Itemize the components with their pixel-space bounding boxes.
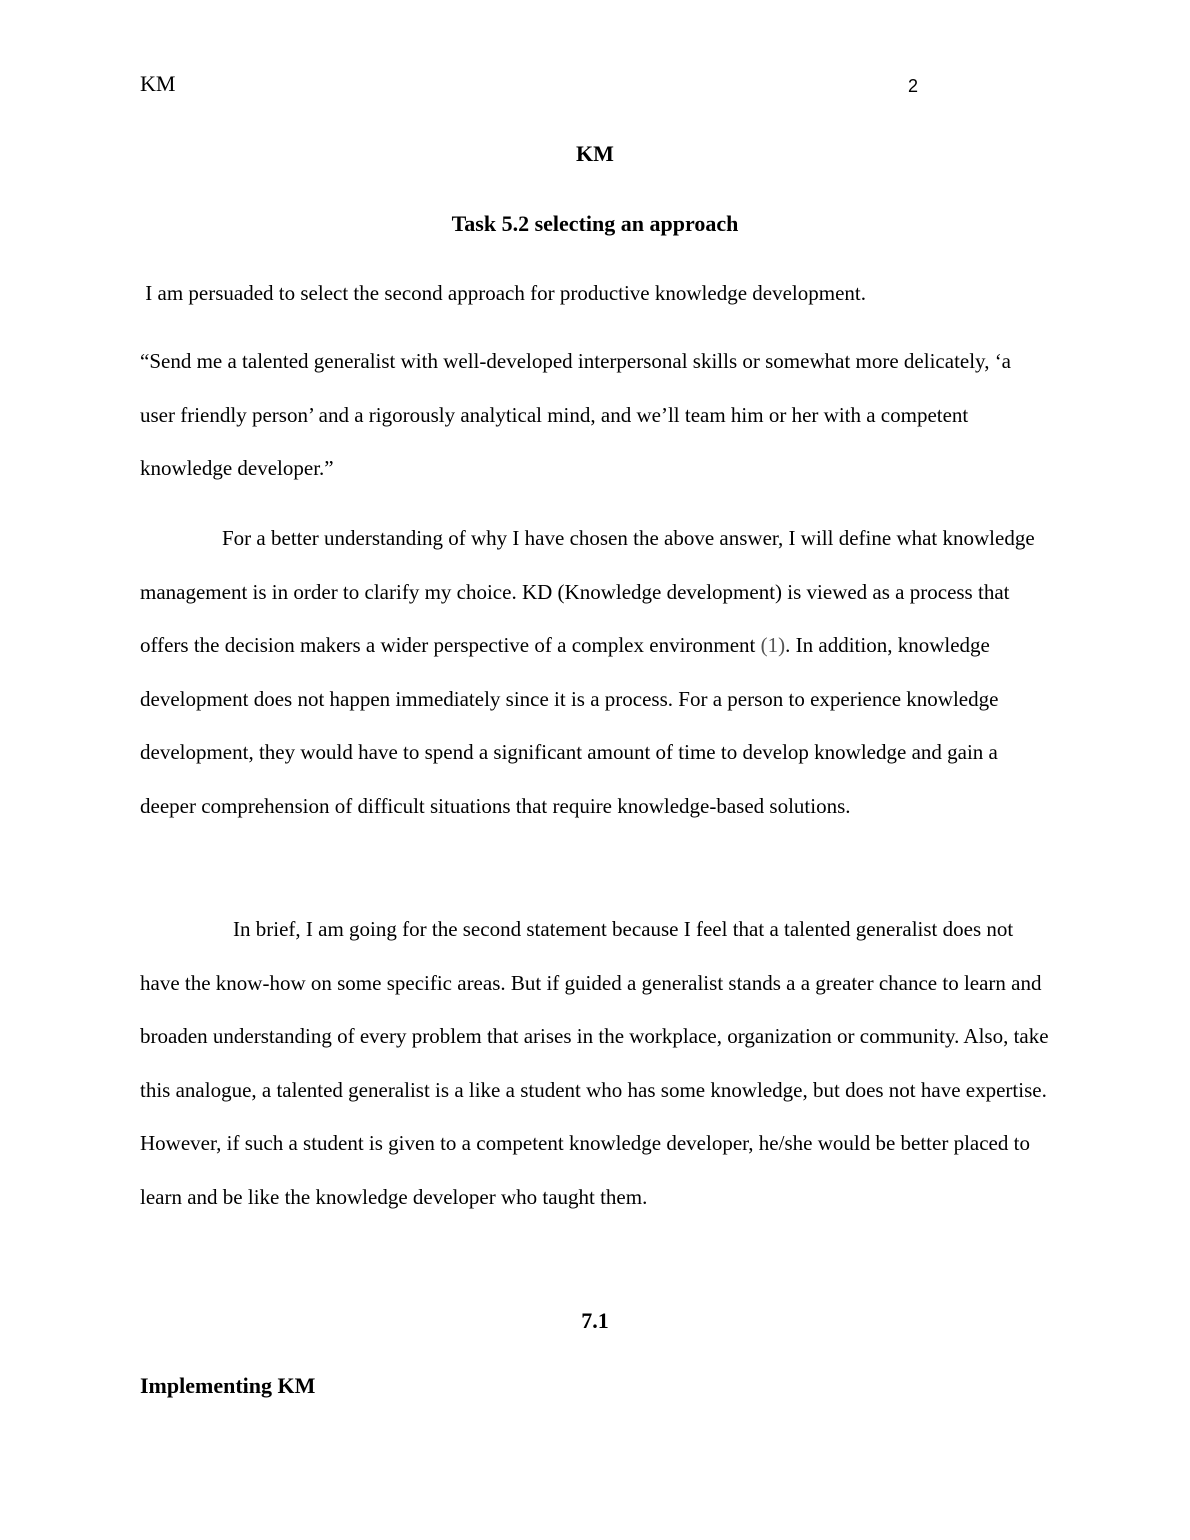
section-heading: Implementing KM [140,1373,316,1398]
intro-paragraph: I am persuaded to select the second approach for productive knowledge development. [140,281,866,305]
section-number: 7.1 [581,1308,609,1333]
paragraph-1-text-b: . In addition, knowledge development does not happen immediately since it is a process. For a person to experience knowledge development, they would have to spend a significant amount of time to develop knowledge and gain a deeper comprehension of difficult situations that require knowledge-based solutions. [140,633,999,818]
body-paragraph-1 [140,512,1045,834]
task-heading: Task 5.2 selecting an approach [451,211,739,236]
body-paragraph-2: In brief, I am going for the second statement because I feel that a talented generalist does not have the know-how on some specific areas. But if guided a generalist stands a a greater chance to learn and broaden understanding of every problem that arises in the workplace, organization or community. Also, take this analogue, a talented generalist is a like a student who has some knowledge, but does not have expertise. However, if such a student is given to a competent knowledge developer, he/she would be better placed to learn and be like the knowledge developer who taught them. [140,917,1049,1209]
page-number: 2 [908,76,919,96]
document-title: KM [576,141,614,166]
citation-reference: (1) [760,633,786,658]
paragraph-1-text-a: For a better understanding of why I have chosen the above answer, I will define what knowledge management is in order to clarify my choice. KD (Knowledge development) is viewed as a process that offers the decision makers a wider perspective of a complex environment [140,526,1035,658]
running-head: KM [140,71,176,96]
quote-paragraph: “Send me a talented generalist with well-developed interpersonal skills or somewhat more delicately, ‘a user friendly person’ and a rigorously analytical mind, and we’ll team him or her with a competent knowledge developer.” [140,349,1012,481]
